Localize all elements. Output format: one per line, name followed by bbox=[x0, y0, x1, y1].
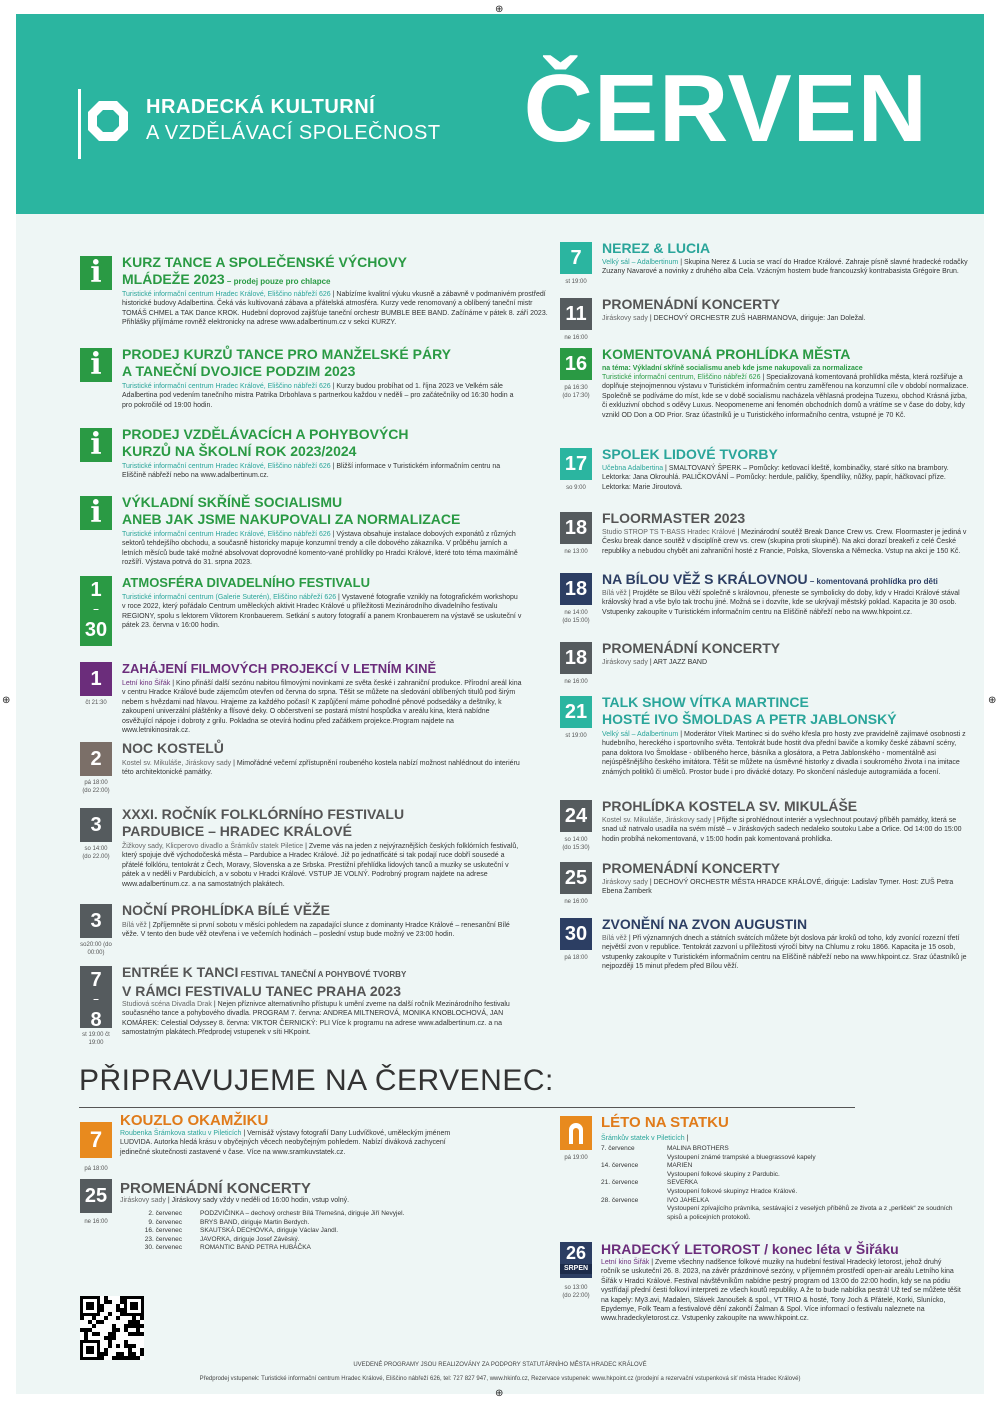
kouzlo-time: pá 18:00 bbox=[84, 1166, 108, 1172]
left-event-venue: Turistické informační centrum Hradec Králové, Eliščino nábřeží 626 bbox=[122, 531, 331, 538]
right-event-text: Bílá věž | Projděte se Bílou věží společně s královnou, přeneste se symbolicky do doby, kdy v Hradci Králové stával královský hrad a vše bylo tak trochu jiné. Možná se i dozvíte, kde se ukrývají městský poklad. Kapacita je 30 osob. Vstupenky zakoupíte v Turistickém informačním centru na Eliščině nábřeží nebo na www.hkpoint.cz. bbox=[602, 590, 960, 616]
right-event-venue: Jiráskovy sady bbox=[602, 879, 648, 886]
left-event-venue: Letní kino Šiřák bbox=[122, 680, 171, 687]
left-event-title bbox=[122, 806, 522, 840]
right-event-badge: 24 bbox=[560, 800, 592, 832]
left-event-body: Mimořádné večerní zpřístupnění roubeného kostela nabízí možnost nahlédnout do interiéru této architektonické památky. bbox=[122, 760, 520, 777]
program-date: 16. červenec bbox=[144, 1227, 182, 1235]
program-date: 23. červenec bbox=[144, 1235, 182, 1243]
left-event-badge: 2 bbox=[80, 742, 112, 776]
left-event-title-main: PRODEJ VZDĚLÁVACÍCH A POHYBOVÝCH bbox=[122, 426, 409, 442]
qr-code-icon bbox=[80, 1296, 144, 1360]
right-event-text: Turistické informační centrum, Eliščino nábřeží 626 | Specializovaná komentovaná prohlídka města, která rozšiřuje a doplňuje stejnojmennou výstavu v Turistickém informačním centru zaměřenou na konzumní cíle v období normalizace. Společně se podíváme do míst, kde se v době socialismu nacházela věhlasná prodejna Tuzexu, obchod Krásná jizba, či exkluzivní obchod s oděvy Luxus. Neopomeneme ani fenomén obchodních domů a vrátíme se v čase do doby, kdy vznikl OD Don a OD Prior. Sraz účastníků je u Turistického informačního centra, vstupné je 70 Kč. bbox=[602, 374, 969, 419]
right-event-badge: 18 bbox=[560, 642, 592, 674]
letorost-badge-day: 26 bbox=[565, 1243, 587, 1263]
right-event-badge: 11 bbox=[560, 298, 592, 330]
right-event-badge: 7 bbox=[560, 242, 592, 274]
left-event-title-main: NOČNÍ PROHLÍDKA BÍLÉ VĚŽE bbox=[122, 902, 330, 918]
right-event-venue: Bílá věž bbox=[602, 590, 627, 597]
left-event-time: st 19:00 čt 19:00 bbox=[82, 1032, 110, 1046]
right-event-text: Učebna Adalbertina | SMALTOVANÝ ŠPERK – Pomůcky: ketlovací kleště, kombinačky, staré sítko na brambory. Lektorka: Jana Okrouhlá. PALIČKOVÁNÍ – Pomůcky: herdule, paličky, špendlíky, nůžky, papír, háčkovací přízе. Lektorka: Marie Jiroutová. bbox=[602, 465, 949, 491]
right-event-title-main: TALK SHOW VÍTKA MARTINCE bbox=[602, 694, 809, 710]
right-event-title-main: ZVONĚNÍ NA ZVON AUGUSTIN bbox=[602, 916, 808, 932]
left-event-badge bbox=[80, 966, 112, 1031]
promenadni-july-title: PROMENÁDNÍ KONCERTY bbox=[120, 1180, 311, 1197]
right-event-venue: Bílá věž bbox=[602, 935, 627, 942]
right-event-subtitle: na téma: Výkladní skříně socialismu aneb kde jsme nakupovali za normalizace bbox=[602, 365, 863, 372]
program-description: Vystoupení známé trampské a bluegrassové kapely bbox=[667, 1153, 816, 1161]
left-event-body: Bližší informace v Turistickém informačním centru na Eliščině nábřeží nebo na www.adalbertinum.cz. bbox=[122, 463, 501, 480]
promenadni-july-row bbox=[120, 1227, 408, 1236]
left-event-venue: Turistické informační centrum Hradec Králové, Eliščino nábřeží 626 bbox=[122, 463, 331, 470]
left-event-badge: 3 bbox=[80, 808, 112, 842]
program-description: Vystoupení zpívajícího právníka, sestávající z veselých příběhů ze života a z „perliček“ ze soudních spisů a policejních protokolů. bbox=[667, 1205, 953, 1221]
left-event-title bbox=[122, 902, 522, 919]
left-event-title bbox=[122, 494, 522, 528]
left-event-badge: 3 bbox=[80, 904, 112, 938]
program-spacer bbox=[601, 1205, 667, 1222]
left-event-venue: Turistické informační centrum Hradec Králové, Eliščino nábřeží 626 bbox=[122, 383, 331, 390]
left-event-venue: Studiová scéna Divadla Drak bbox=[122, 1001, 212, 1008]
right-event-time: ne 14:00 (do 15:00) bbox=[562, 610, 590, 624]
right-event-time: ne 16:00 bbox=[564, 899, 588, 905]
kouzlo-venue: Roubenka Šrámkova statku v Pileticích bbox=[120, 1130, 242, 1137]
promenadni-july-row bbox=[120, 1210, 408, 1219]
right-event-badge: 25 bbox=[560, 862, 592, 894]
info-icon: i bbox=[90, 255, 102, 290]
left-event-text: Bílá věž | Zpříjemněte si první sobotu v měsíci pohledem na zapadající slunce z dominanty Hradce Králové – renesanční Bílé věže. V tento den bude věž otevřena i ve večerních hodinách – poslední vstup bude možný ve 23:00 hodin. bbox=[122, 922, 510, 939]
leto-badge bbox=[560, 1116, 592, 1150]
promenadni-july-text: Jiráskovy sady | Jiráskovy sady vždy v neděli od 16:00 hodin, vstup volný. bbox=[120, 1197, 350, 1204]
leto-venue: Šrámkův statek v Pileticích bbox=[601, 1135, 685, 1142]
org-name-line2: A VZDĚLÁVACÍ SPOLEČNOST bbox=[146, 122, 441, 144]
program-date: 14. července bbox=[601, 1162, 639, 1170]
right-event-venue: Velký sál – Adalbertinum bbox=[602, 259, 679, 266]
right-event-badge: 18 bbox=[560, 573, 592, 605]
right-event-time: pá 18:00 bbox=[564, 955, 588, 961]
right-event-venue: Jiráskovy sady bbox=[602, 659, 648, 666]
right-event-body: DECHOVÝ ORCHESTR MĚSTA HRADCE KRÁLOVÉ, diriguje: Ladislav Tyrner. Host: ZUŠ Petra Ebena Žamberk bbox=[602, 879, 954, 896]
program-performer: JAVORKA, diriguje Josef Závěský. bbox=[200, 1235, 300, 1243]
right-event-body: Skupina Nerez & Lucia se vrací do Hradce Králové. Zahraje písně slavné hradecké rodačky Zuzany Navarové a novinky z druhého alba Cela. Vzácným hostem bude francouzský kontrabasista Grégoire Brun. bbox=[602, 259, 968, 276]
right-event-venue: Jiráskovy sady bbox=[602, 315, 648, 322]
right-event-body: Specializovaná komentovaná prohlídka města, která rozšiřuje a doplňuje stejnojmennou výstavu v Turistickém informačním centru zaměřenou na konzumní cíle v období normalizace. Společně se podíváme do míst, kde se v době socialismu nacházela věhlasná prodejna Tuzexu, obchod Krásná jizba, či exkluzivní obchod s oděvy Luxus. Neopomeneme ani fenomén obchodních domů a vrátíme se v čase do doby, kdy vznikl OD Don a OD Prior. Sraz účastníků je u Turistického informačního centra, vstupné je 70 Kč. bbox=[602, 374, 969, 419]
left-event-title-main: ATMOSFÉRA DIVADELNÍHO FESTIVALU bbox=[122, 575, 370, 590]
right-event-body: ART JAZZ BAND bbox=[653, 659, 708, 666]
left-event-title-main: ZAHÁJENÍ FILMOVÝCH PROJEKCÍ V LETNÍM KINĚ bbox=[122, 661, 437, 676]
left-event-body: Vystavené fotografie vznikly na fotografickém workshopu v roce 2022, který pořádalo Centrum uměleckých aktivit Hradec Králové u příležitosti Mezinárodního divadelního festivalu REGIONY, spolu s lektorem Viktorem Kronbauerem. Setkání s autory fotografií a panem Kronbauerem na výstavě se uskuteční v pátek 23. června v 16:00 hodin. bbox=[122, 594, 522, 630]
right-event-time: pá 16:30 (do 17:30) bbox=[562, 385, 590, 399]
left-event-title-main: XXXI. ROČNÍK FOLKLÓRNÍHO FESTIVALU bbox=[122, 806, 405, 822]
right-event-title-main: SPOLEK LIDOVÉ TVORBY bbox=[602, 446, 778, 462]
right-event-badge: 21 bbox=[560, 696, 592, 728]
info-icon: i bbox=[90, 347, 102, 382]
right-event-title-second: HOSTÉ IVO ŠMOLDAS A PETR JABLONSKÝ bbox=[602, 711, 897, 727]
letorost-title bbox=[601, 1241, 899, 1258]
right-event-title-main: PROMENÁDNÍ KONCERTY bbox=[602, 860, 781, 876]
right-event-venue: Studio STROP TS T-BASS Hradec Králové bbox=[602, 529, 736, 536]
octagon-logo-icon bbox=[86, 99, 130, 143]
left-event-text: Turistické informační centrum Hradec Králové, Eliščino nábřeží 626 | Bližší informace v Turistickém informačním centru na Eliščině nábřeží nebo na www.adalbertinum.cz. bbox=[122, 463, 501, 480]
registration-mark-top: ⊕ bbox=[495, 4, 504, 15]
left-event-title bbox=[122, 964, 522, 1000]
program-description: Vystoupení folkové skupinyz Hradce Králové. bbox=[667, 1187, 798, 1195]
right-event-title-main: PROMENÁDNÍ KONCERTY bbox=[602, 640, 781, 656]
program-performer: IVO JAHELKA bbox=[667, 1196, 709, 1204]
right-event-text: Studio STROP TS T-BASS Hradec Králové | Mezinárodní soutěž Break Dance Crew vs. Crew. Floormaster je jediná v Česku break dance soutěž v disciplíně crew vs. crew (skupina proti skupině). Na akci dorazí breakeři z celé České republiky a nebudou chybět ani zahraniční hosté z Francie, Polska, Slovenska a Německa. Vstup na akci je 150 Kč. bbox=[602, 529, 967, 555]
right-event-badge: 18 bbox=[560, 512, 592, 544]
program-performer: MARIEN bbox=[667, 1162, 693, 1170]
program-date: 21. července bbox=[601, 1179, 639, 1187]
leto-row bbox=[601, 1197, 961, 1206]
leto-row bbox=[601, 1179, 961, 1188]
left-event-title-main: NOC KOSTELŮ bbox=[122, 740, 224, 756]
right-event-title-main: PROHLÍDKA KOSTELA SV. MIKULÁŠE bbox=[602, 798, 858, 814]
program-performer: SKAUTSKÁ DECHOVKA, diriguje Václav Jandl. bbox=[200, 1227, 338, 1235]
leto-row bbox=[601, 1145, 961, 1154]
left-event-text: Letní kino Šiřák | Kino přináší další sezónu nabitou filmovými novinkami ze světa české i zahraniční produkce. Přírodní areál kina v centru Hradce Králové bude zájemcům otevřen od června do srpna. Těšit se můžete na sledování oblíbených titulů pod širým nebem s hvězdami nad hlavou. Hrajeme za každého počasí! K zapůjčení máme pohodlné pěnové podsedáky a deštníky, k zakoupení univerzální pláštěnky a flísové deky. O občerstvení se postará místní hospůdka v areálu kina, která nabídne osvěžující nápoje i dobroty z grilu. Pokladna se otevírá hodinu před začátkem projekce.Program najdete na www.letnikinosirak.cz. bbox=[122, 680, 522, 735]
promenadni-july-time: ne 16:00 bbox=[84, 1219, 108, 1225]
left-event-badge bbox=[80, 348, 112, 382]
left-event-text: Turistické informační centrum Hradec Králové, Eliščino nábřeží 626 | Kurzy budou probíhat od 1. října 2023 ve Velkém sále Adalbertina pod vedením tanečního mistra Patrika Drbohlava s partnerkou každou v neděli – pro začátečníky od 16:30 hodin a pro pokročilé od 19:00 hodin. bbox=[122, 383, 514, 409]
right-event-body: Moderátor Vítek Martinec si do svého křesla pro hosty zve pravidelně zajímavé osobnosti z hudebního, hereckého i sportovního světa. Tentokrát bude hostit dva přední baviče a komiky české zábavní scény, pana doktora Ivo Šmoldase - oblíbeného herce, básníka a glosátora, a Petra Jablonského - momentálně asi nejúspěšnějšího českého imitátora. Těšit se můžete na úsměvné historky z divadla i soukromého života i na imitace známých politiků či umělců. Prostor bude i pro divácké dotazy. Po skončení následuje autogramiáda a focení. bbox=[602, 731, 966, 776]
right-event-text: Jiráskovy sady | DECHOVÝ ORCHESTR ZUŠ HABRMANOVA, diriguje: Jan Doležal. bbox=[602, 315, 866, 322]
left-event-title-second: ANEB JAK JSME NAKUPOVALI ZA NORMALIZACE bbox=[122, 511, 461, 527]
letorost-badge-month: SRPEN bbox=[560, 1264, 592, 1274]
left-event-title-second: MLÁDEŽE 2023 bbox=[122, 271, 225, 287]
right-event-text: Jiráskovy sady | DECHOVÝ ORCHESTR MĚSTA HRADCE KRÁLOVÉ, diriguje: Ladislav Tyrner. Host: ZUŠ Petra Ebena Žamberk bbox=[602, 879, 954, 896]
kouzlo-title: KOUZLO OKAMŽIKU bbox=[120, 1112, 269, 1129]
right-event-badge: 16 bbox=[560, 348, 592, 380]
left-event-title-second: KURZŮ NA ŠKOLNÍ ROK 2023/2024 bbox=[122, 443, 357, 459]
right-event-time: ne 16:00 bbox=[564, 335, 588, 341]
left-event-title-second: A TANEČNÍ DVOJICE PODZIM 2023 bbox=[122, 363, 356, 379]
right-event-time: st 19:00 bbox=[565, 733, 587, 739]
right-event-time: ne 16:00 bbox=[564, 679, 588, 685]
left-event-title-second: V RÁMCI FESTIVALU TANEC PRAHA 2023 bbox=[122, 983, 401, 999]
right-event-time: st 19:00 bbox=[565, 279, 587, 285]
leto-title: LÉTO NA STATKU bbox=[601, 1114, 729, 1131]
right-event-title bbox=[602, 446, 972, 463]
left-event-text: Žižkovy sady, Klicperovo divadlo a Šrámkův statek Piletice | Zveme vás na jeden z nejvýraznějších českých folklórních festivalů, který spojuje dvě východočeská města – Pardubice a Hradec Králové. Již po jednatřicáté si tak podají ruce dobří sousedé a přátelé folklóru, tentokrát z Čech, Moravy, Slovenska a ze Srbska. Prestižní přehlídka lidových tanců a muziky se uskuteční v pátek a v neděli v Pardubicích, a v sobotu v Hradci Králové. VSTUP JE VOLNÝ. Podrobný program najdete na adrese www.adalbertinum.cz. a na samostatných plakátech. bbox=[122, 843, 519, 888]
left-event-time: so20:00 (do 00:00) bbox=[80, 942, 112, 956]
left-event-title-main: ENTRÉE K TANCI bbox=[122, 964, 239, 980]
left-event-title-main: PRODEJ KURZŮ TANCE PRO MANŽELSKÉ PÁRY bbox=[122, 346, 452, 362]
right-event-title bbox=[602, 694, 972, 728]
right-event-title-suffix: – komentovaná prohlídka pro děti bbox=[807, 577, 938, 586]
info-icon: i bbox=[90, 427, 102, 462]
left-event-body: Nabízíme kvalitní výuku vkusně a zábavně v podmanivém prostředí historické budovy Adalbertina. Čeká vás kultivovaná zábava a přátelská atmosféra. Kurzy vede renomovaný a oblíbený taneční mistr TOMÁŠ CHMEL a TAK Dance KROK. Hudební doprovod zajišťuje taneční orchestr BUMBLE BEE BAND. Začínáme v pátek 8. září 2023. Přihlášky přijímáme rovněž elektronicky na adrese www.adalbertinum.cz v sekci KURZY. bbox=[122, 291, 548, 327]
badge-part: 1 bbox=[90, 579, 102, 601]
program-date: 30. červenec bbox=[144, 1244, 182, 1252]
program-date: 2. červenec bbox=[148, 1210, 182, 1217]
promenadni-july-badge: 25 bbox=[80, 1179, 112, 1213]
left-event-time: pá 18:00 (do 22:00) bbox=[82, 780, 110, 794]
registration-mark-left: ⊕ bbox=[2, 695, 11, 706]
leto-program bbox=[601, 1145, 961, 1222]
left-event-body: Výstava obsahuje instalace dobových exponátů z různých sektorů tehdejšího obchodu, a současně historicky mapuje konzumní trendy a cíle dobového zákazníka. V průběhu jarních a letních měsíců bude také možné absolvovat doprovodné komento-vané prohlídky po Hradci Králové, které toto téma maximálně rozšíří. Výstava potrvá do 31. srpna 2023. bbox=[122, 531, 518, 567]
letorost-text: Letní kino Šiřák | Zveme všechny nadšence folkové muziky na hudební festival Hradecký letorost, jehož druhý ročník se uskuteční 26. 8. 2023, na závěr prázdninové sezóny, v příjemném prostředí open-air areálu Letního kina Šiřák v Hradci Králové. Festival návštěvníkům nabídne pestrý program od 13:00 do 22:00 hodin, kdy se na pódiu vystřídají přední česti folkoví interpreti ze všech koutů republiky. A že to bude nabídka pestrá! Už teď se můžete těšit na kapely: My3.avi, Madalen, Slávek Janoušek & spol., VT TRIO & hosté, Tony Joch & Přátelé, Korki, Slunícko, Epydemye, Folk Team a festivalové dění zakončí Žalman & Spol. Více informací o festivalu naleznete na www.hradeckyletorost.cz. Vstupenky zakoupíte na www.hkpoint.cz. bbox=[601, 1259, 961, 1323]
preparing-divider bbox=[79, 1107, 855, 1108]
program-spacer bbox=[601, 1154, 667, 1163]
right-event-body: Projděte se Bílou věží společně s královnou, přeneste se symbolicky do doby, kdy v Hradci Králové stával královský hrad a vše bylo tak trochu jiné. Možná se i dozvíte, kde se ukrývají městský poklad. Kapacita je 30 osob. Vstupenky zakoupíte v Turistickém informačním centru na Eliščině nábřeží nebo na www.hkpoint.cz. bbox=[602, 590, 960, 616]
poster bbox=[16, 14, 984, 1394]
badge-part: 30 bbox=[84, 619, 108, 641]
leto-row-desc bbox=[601, 1154, 961, 1163]
right-event-venue: Turistické informační centrum, Eliščino nábřeží 626 bbox=[602, 374, 761, 381]
letorost-title-suffix: / konec léta v Šiřáku bbox=[760, 1241, 899, 1257]
left-event-body: Zveme vás na jeden z nejvýraznějších českých folklórních festivalů, který spojuje dvě východočeská města – Pardubice a Hradec Králové. Již po jednatřicáté si tak podají ruce dobří sousedé a přátelé folklóru, tentokrát z Čech, Moravy, Slovenska a ze Srbska. Prestižní přehlídka lidových tanců a muziky se uskuteční v pátek a v neděli v Pardubicích, a v sobotu v Hradci Králové. VSTUP JE VOLNÝ. Podrobný program najdete na adrese www.adalbertinum.cz. a na samostatných plakátech. bbox=[122, 843, 519, 888]
right-event-title bbox=[602, 640, 972, 657]
left-event-title-suffix: FESTIVAL TANEČNÍ A POHYBOVÉ TVORBY bbox=[238, 970, 407, 979]
left-event-venue: Bílá věž bbox=[122, 922, 147, 929]
left-event-body: Kurzy budou probíhat od 1. října 2023 ve Velkém sále Adalbertina pod vedením tanečního mistra Patrika Drbohlava s partnerkou každou v neděli – pro začátečníky od 16:30 hodin a pro pokročilé od 19:00 hodin. bbox=[122, 383, 514, 409]
right-event-time: so 14:00 (do 15:30) bbox=[562, 837, 590, 851]
program-performer: MALINA BROTHERS bbox=[667, 1145, 729, 1152]
right-event-text: Bílá věž | Při významných dnech a státních svátcích můžete být doslova pár kroků od toho, kdy zvonící rozezní třetí největší zvon v republice. Tentokrát zazvoní u příležitosti výročí bitvy na Chlumu z roku 1866. Kapacita je 15 osob, vstupenky zakoupíte v Turistickém informačním centru na Eliščině nábřeží nebo na www.hkpoint.cz. Sraz účastníků je nejpozději 15 minut předem před Bílou věží. bbox=[602, 935, 967, 971]
badge-part: 7 bbox=[90, 969, 102, 991]
right-event-title bbox=[602, 296, 972, 313]
leto-row-desc bbox=[601, 1171, 961, 1180]
left-event-badge: 1 bbox=[80, 662, 112, 696]
left-event-title-second: PARDUBICE – HRADEC KRÁLOVÉ bbox=[122, 823, 352, 839]
left-event-title bbox=[122, 254, 522, 290]
leto-row-desc bbox=[601, 1205, 961, 1222]
program-performer: BRYS BAND, diriguje Martin Berdych. bbox=[200, 1218, 310, 1226]
program-date: 28. července bbox=[601, 1196, 639, 1204]
program-spacer bbox=[601, 1171, 667, 1180]
program-performer: SEVERKA bbox=[667, 1179, 698, 1187]
left-event-body: Zpříjemněte si první sobotu v měsíci pohledem na zapadající slunce z dominanty Hradce Králové – renesanční Bílé věže. V tento den bude věž otevřena i ve večerních hodinách – poslední vstup bude možný ve 23:00 hodin. bbox=[122, 922, 510, 939]
left-event-title bbox=[122, 660, 522, 677]
right-event-title-main: KOMENTOVANÁ PROHLÍDKA MĚSTA bbox=[602, 346, 851, 362]
left-event-venue: Turistické informační centrum Hradec Králové, Eliščino nábřeží 626 bbox=[122, 291, 331, 298]
letorost-title-main: HRADECKÝ LETOROST bbox=[601, 1241, 761, 1257]
right-event-title-main: PROMENÁDNÍ KONCERTY bbox=[602, 296, 781, 312]
left-event-venue: Žižkovy sady, Klicperovo divadlo a Šrámkův statek Piletice bbox=[122, 843, 304, 850]
promenadni-july-row bbox=[120, 1219, 408, 1228]
right-event-title bbox=[602, 798, 972, 815]
letorost-time: so 13:00 (do 22:00) bbox=[562, 1285, 590, 1299]
right-event-title bbox=[602, 346, 972, 363]
letorost-venue: Letní kino Šiřák bbox=[601, 1259, 650, 1266]
kouzlo-badge: 7 bbox=[80, 1122, 112, 1158]
promenadni-july-program bbox=[120, 1210, 408, 1253]
left-event-text: Turistické informační centrum Hradec Králové, Eliščino nábřeží 626 | Nabízíme kvalitní výuku vkusně a zábavně v podmanivém prostředí historické budovy Adalbertina. Čeká vás kultivovaná zábava a přátelská atmosféra. Kurzy vede renomovaný a oblíbený taneční mistr TOMÁŠ CHMEL a TAK Dance KROK. Hudební doprovod zajišťuje taneční orchestr BUMBLE BEE BAND. Začínáme v pátek 8. září 2023. Přihlášky přijímáme rovněž elektronicky na adrese www.adalbertinum.cz v sekci KURZY. bbox=[122, 291, 548, 327]
badge-part: – bbox=[93, 604, 99, 615]
right-event-badge: 30 bbox=[560, 918, 592, 950]
promenadni-july-venue: Jiráskovy sady bbox=[120, 1197, 166, 1204]
program-spacer bbox=[601, 1188, 667, 1197]
right-event-text: Velký sál – Adalbertinum | Moderátor Vítek Martinec si do svého křesla pro hosty zve pravidelně zajímavé osobnosti z hudebního, hereckého i sportovního světa. Tentokrát bude hostit dva přední baviče a komiky české zábavní scény, pana doktora Ivo Šmoldase - oblíbeného herce, básníka a glosátora, a Petra Jablonského - momentálně asi nejúspěšnějšího českého imitátora. Těšit se můžete na úsměvné historky z divadla i soukromého života i na imitace známých politiků či umělců. Prostor bude i pro divácké dotazy. Po skončení následuje autogramiáda a focení. bbox=[602, 731, 966, 776]
arch-icon bbox=[560, 1116, 592, 1150]
month-title: ČERVEN bbox=[523, 55, 928, 162]
right-event-venue: Kostel sv. Mikuláše, Jiráskovy sady bbox=[602, 817, 712, 824]
left-event-text: Turistické informační centrum Hradec Králové, Eliščino nábřeží 626 | Výstava obsahuje instalace dobových exponátů z různých sektorů tehdejšího obchodu, a současně historicky mapuje konzumní trendy a cíle dobového zákazníka. V průběhu jarních a letních měsíců bude také možné absolvovat doprovodné komento-vané prohlídky po Hradci Králové, které toto téma maximálně rozšíří. Výstava potrvá do 31. srpna 2023. bbox=[122, 531, 518, 567]
letorost-badge bbox=[560, 1242, 592, 1278]
header-banner bbox=[16, 14, 984, 214]
left-event-title-main: KURZ TANCE A SPOLEČENSKÉ VÝCHOVY bbox=[122, 254, 407, 270]
right-event-time: ne 13:00 bbox=[564, 549, 588, 555]
promenadni-july-body: Jiráskovy sady vždy v neděli od 16:00 hodin, vstup volný. bbox=[171, 1197, 350, 1204]
left-event-badge bbox=[80, 576, 112, 646]
preparing-heading: PŘIPRAVUJEME NA ČERVENEC: bbox=[79, 1064, 554, 1097]
logo-divider bbox=[78, 89, 81, 159]
registration-mark-bottom: ⊕ bbox=[495, 1388, 504, 1399]
left-event-badge bbox=[80, 256, 112, 290]
program-date: 9. červenec bbox=[148, 1218, 182, 1226]
right-event-venue: Velký sál – Adalbertinum bbox=[602, 731, 679, 738]
left-event-time: so 14:00 (do 22.00) bbox=[82, 846, 110, 860]
left-event-body: Nejen příznivce alternativního přístupu k umění zveme na další ročník Mezinárodního festivalu současného tance a pohybového divadla. PROGRAM 7. června: ANDREA MILTNEROVÁ, MONIKA KNOBLOCHOVÁ, JAN KOMÁREK: Celestial Odyssey 8. června: VIKTOR ČERNICKÝ: PLI Více k programu na adrese www.adalbertinum.cz. a na samostatným plakátech.Předprodej vstupenek v síti HKpoint. bbox=[122, 1001, 510, 1037]
registration-mark-right: ⊕ bbox=[988, 695, 997, 706]
program-performer: PODZVIČINKA – dechový orchestr Bílá Třemešná, diriguje Jiří Nevyjel. bbox=[200, 1210, 405, 1217]
right-event-venue: Učebna Adalbertina bbox=[602, 465, 664, 472]
letorost-body: Zveme všechny nadšence folkové muziky na hudební festival Hradecký letorost, jehož druhý ročník se uskuteční 26. 8. 2023, na závěr prázdninové sezóny, v příjemném prostředí open-air areálu Letního kina Šiřák v Hradci Králové. Festival návštěvníkům nabídne pestrý program od 13:00 do 22:00 hodin, kdy se na pódiu vystřídají přední česti folkoví interpreti ze všech koutů republiky. A že to bude nabídka pestrá! Už teď se můžete těšit na kapely: My3.avi, Madalen, Slávek Janoušek & spol., VT TRIO & hosté, Tony Joch & Přátelé, Korki, Slunícko, Epydemye, Folk Team a festivalové dění zakončí Žalman & Spol. Více informací o festivalu naleznete na www.hradeckyletorost.cz. Vstupenky zakoupíte na www.hkpoint.cz. bbox=[601, 1259, 961, 1323]
program-performer: ROMANTIC BAND PETRA HUBÁČKA bbox=[200, 1244, 311, 1252]
badge-part: 8 bbox=[90, 1009, 102, 1031]
left-event-text: Turistické informační centrum (Galerie Suterén), Eliščino nábřeží 626 | Vystavené fotografie vznikly na fotografickém workshopu v roce 2022, který pořádalo Centrum uměleckých aktivit Hradec Králové u příležitosti Mezinárodního divadelního festivalu REGIONY, spolu s lektorem Viktorem Kronbauerem. Setkání s autory fotografií a panem Kronbauerem na výstavě se uskuteční v pátek 23. června v 16:00 hodin. bbox=[122, 594, 522, 630]
right-event-body: Přijďte si prohlédnout interiér a vyslechnout poutavý příběh památky, která se snad už natrvalo usadila na svém místě – v Jiráskových sadech nedaleko soutoku Labe a Orlice. Od 14:00 do 15:00 hodin probíhá nekomentovaná, v 15:00 hodin pak komentovaná prohlídka. bbox=[602, 817, 962, 843]
program-date: 7. července bbox=[601, 1145, 635, 1152]
org-name-line1: HRADECKÁ KULTURNÍ bbox=[146, 96, 376, 118]
right-event-title-main: NA BÍLOU VĚŽ S KRÁLOVNOU bbox=[602, 571, 808, 587]
left-event-text: Kostel sv. Mikuláše, Jiráskovy sady | Mimořádné večerní zpřístupnění roubeného kostela nabízí možnost nahlédnout do interiéru této architektonické památky. bbox=[122, 760, 520, 777]
right-event-title bbox=[602, 916, 972, 933]
left-event-time: čt 21:30 bbox=[85, 700, 107, 706]
right-event-title-main: NEREZ & LUCIA bbox=[602, 240, 711, 256]
left-event-title bbox=[122, 346, 522, 380]
right-event-badge: 17 bbox=[560, 448, 592, 480]
right-event-text: Kostel sv. Mikuláše, Jiráskovy sady | Přijďte si prohlédnout interiér a vyslechnout poutavý příběh památky, která se snad už natrvalo usadila na svém místě – v Jiráskových sadech nedaleko soutoku Labe a Orlice. Od 14:00 do 15:00 hodin probíhá nekomentovaná, v 15:00 hodin pak komentovaná prohlídka. bbox=[602, 817, 962, 843]
left-event-badge bbox=[80, 496, 112, 530]
leto-venue-line: Šrámkův statek v Pileticích | bbox=[601, 1135, 689, 1142]
right-event-title bbox=[602, 860, 972, 877]
left-event-venue: Kostel sv. Mikuláše, Jiráskovy sady bbox=[122, 760, 232, 767]
left-event-title-main: VÝKLADNÍ SKŘÍNĚ SOCIALISMU bbox=[122, 494, 343, 510]
left-event-title bbox=[122, 740, 522, 757]
right-event-title-main: FLOORMASTER 2023 bbox=[602, 510, 746, 526]
footer-support: UVEDENÉ PROGRAMY JSOU REALIZOVÁNY ZA PODPORY STATUTÁRNÍHO MĚSTA HRADEC KRÁLOVÉ bbox=[353, 1362, 647, 1368]
badge-part: – bbox=[93, 994, 99, 1005]
leto-time: pá 19:00 bbox=[564, 1155, 588, 1161]
right-event-body: SMALTOVANÝ ŠPERK – Pomůcky: ketlovací kleště, kombinačky, staré sítko na brambory. Lektorka: Jana Okrouhlá. PALIČKOVÁNÍ – Pomůcky: herdule, paličky, špendlíky, nůžky, papír, háčkovací přízе. Lektorka: Marie Jiroutová. bbox=[602, 465, 949, 491]
left-event-title bbox=[122, 426, 522, 460]
kouzlo-text: Roubenka Šrámkova statku v Pileticích | Vernisáž výstavy fotografií Dany Ludvíčkové, uměleckým jménem LUDVIDA. Autorka hledá krásu v obyčejných věcech neobyčejným pohledem. Nabízí diváková zachycení jedinečné skutečnosti zastavené v čase. Více na www.sramkuvstatek.cz. bbox=[120, 1130, 451, 1156]
leto-row-desc bbox=[601, 1188, 961, 1197]
left-event-body: Kino přináší další sezónu nabitou filmovými novinkami ze světa české i zahraniční produkce. Přírodní areál kina v centru Hradce Králové bude zájemcům otevřen od června do srpna. Těšit se můžete na sledování oblíbených titulů pod širým nebem s hvězdami nad hlavou. Hrajeme za každého počasí! K zapůjčení máme pohodlné pěnové podsedáky a deštníky, k zakoupení univerzální pláštěnky a flísové deky. O občerstvení se postará místní hospůdka v areálu kina, která nabídne osvěžující nápoje i dobroty z grilu. Pokladna se otevírá hodinu před začátkem projekce.Program najdete na www.letnikinosirak.cz. bbox=[122, 680, 522, 735]
right-event-text: Velký sál – Adalbertinum | Skupina Nerez & Lucia se vrací do Hradce Králové. Zahraje písně slavné hradecké rodačky Zuzany Navarové a novinky z druhého alba Cela. Vzácným hostem bude francouzský kontrabasista Grégoire Brun. bbox=[602, 259, 968, 276]
kouzlo-body: Vernisáž výstavy fotografií Dany Ludvíčkové, uměleckým jménem LUDVIDA. Autorka hledá krásu v obyčejných věcech neobyčejným pohledem. Nabízí diváková zachycení jedinečné skutečnosti zastavené v čase. Více na www.sramkuvstatek.cz. bbox=[120, 1130, 451, 1156]
footer-presale: Předprodej vstupenek: Turistické informační centrum Hradec Králové, Eliščino nábřeží 626, tel: 727 827 947, www.hkinfo.cz, Rezervace vstupenek: www.hkpoint.cz (prodejní a rezervační vstupenková síť města Hradec Králové) bbox=[199, 1376, 801, 1382]
right-event-text: Jiráskovy sady | ART JAZZ BAND bbox=[602, 659, 708, 666]
left-event-title-suffix: – prodej pouze pro chlapce bbox=[224, 277, 331, 286]
left-event-badge bbox=[80, 428, 112, 462]
left-event-title bbox=[122, 574, 522, 591]
left-event-text: Studiová scéna Divadla Drak | Nejen příznivce alternativního přístupu k umění zveme na další ročník Mezinárodního festivalu současného tance a pohybového divadla. PROGRAM 7. června: ANDREA MILTNEROVÁ, MONIKA KNOBLOCHOVÁ, JAN KOMÁREK: Celestial Odyssey 8. června: VIKTOR ČERNICKÝ: PLI Více k programu na adrese www.adalbertinum.cz. a na samostatným plakátech.Předprodej vstupenek v síti HKpoint. bbox=[122, 1001, 510, 1037]
right-event-body: Při významných dnech a státních svátcích můžete být doslova pár kroků od toho, kdy zvonící rozezní třetí největší zvon v republice. Tentokrát zazvoní u příležitosti výročí bitvy na Chlumu z roku 1866. Kapacita je 15 osob, vstupenky zakoupíte v Turistickém informačním centru na Eliščině nábřeží nebo na www.hkpoint.cz. Sraz účastníků je nejpozději 15 minut předem před Bílou věží. bbox=[602, 935, 967, 971]
promenadni-july-row bbox=[120, 1244, 408, 1253]
right-event-time: so 9:00 bbox=[566, 485, 586, 491]
leto-row bbox=[601, 1162, 961, 1171]
info-icon: i bbox=[90, 495, 102, 530]
right-event-body: DECHOVÝ ORCHESTR ZUŠ HABRMANOVA, diriguje: Jan Doležal. bbox=[653, 315, 866, 322]
right-event-body: Mezinárodní soutěž Break Dance Crew vs. Crew. Floormaster je jediná v Česku break dance soutěž v disciplíně crew vs. crew (skupina proti skupině). Na akci dorazí breakeři z celé České republiky a nebudou chybět ani zahraniční hosté z Francie, Polska, Slovenska a Německa. Vstup na akci je 150 Kč. bbox=[602, 529, 967, 555]
program-description: Vystoupení folkové skupiny z Pardubic. bbox=[667, 1170, 780, 1178]
right-event-title bbox=[602, 571, 972, 590]
right-event-title bbox=[602, 240, 972, 257]
right-event-title bbox=[602, 510, 972, 527]
left-event-venue: Turistické informační centrum (Galerie Suterén), Eliščino nábřeží 626 bbox=[122, 594, 337, 601]
